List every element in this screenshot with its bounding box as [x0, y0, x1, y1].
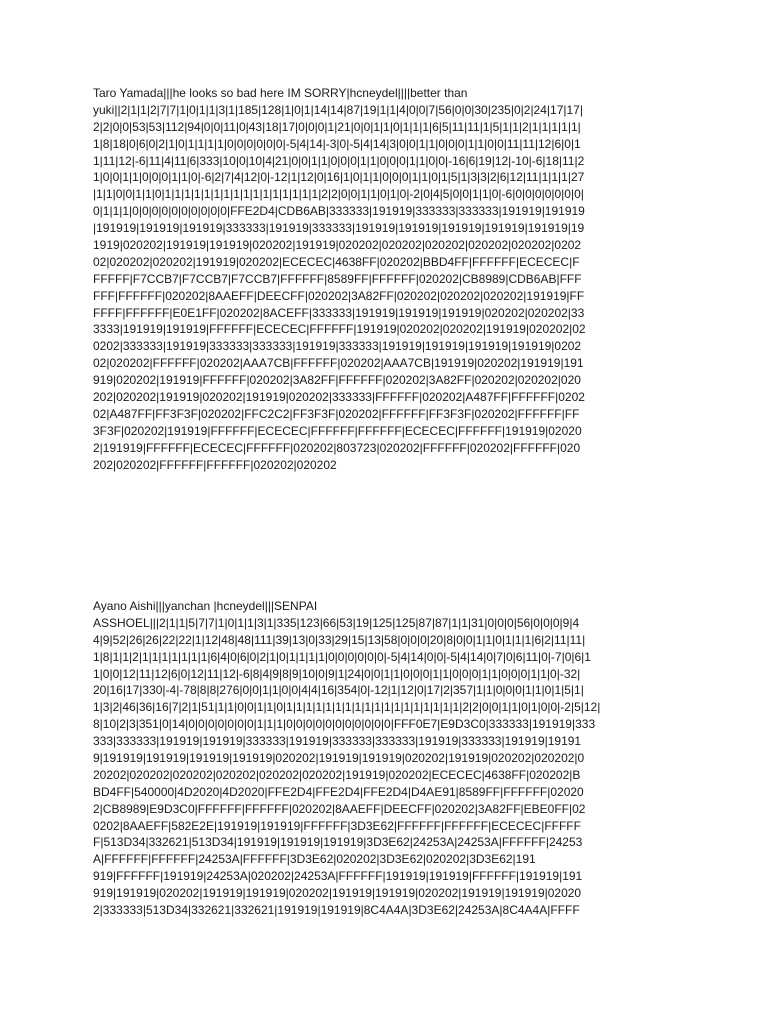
entry-2-line-17: 919|FFFFFF|191919|24253A|020202|24253A|FFFFFF|191919|191919|FFFFFF|191919|191: [93, 869, 583, 884]
entry-1-line-16: 0202|333333|191919|333333|333333|191919|333333|191919|191919|191919|191919|0202: [93, 339, 582, 354]
entry-1-line-23: 202|020202|FFFFFF|FFFFFF|020202|020202: [93, 457, 337, 472]
entry-2-line-13: 2|CB8989|E9D3C0|FFFFFF|FFFFFF|020202|8AAEFF|DEECFF|020202|3A82FF|EBE0FF|02: [93, 801, 586, 816]
entry-2-line-1: Ayano Aishi|||yanchan |hcneydel|||SENPAI: [93, 599, 318, 613]
entry-1-line-2: yuki||2|1|1|2|7|7|1|0|1|1|3|1|185|128|1|0|1|14|14|87|19|1|1|4|0|0|7|56|0|0|30|235|0|2|24|17|17|: [93, 102, 583, 117]
entry-2-line-6: 20|16|17|330|-4|-78|8|8|276|0|0|1|1|0|0|4|4|16|354|0|-12|1|12|0|17|2|357|1|1|0|0|0|1|1|0|1|5|1|: [93, 683, 584, 698]
entry-1-line-7: |1|1|0|0|1|1|0|1|1|1|1|1|1|1|1|1|1|1|1|1|1|1|1|2|2|0|0|1|1|0|1|0|-2|0|4|5|0|0|1|1|0|-6|0|0|0|0|0|0|0|: [93, 187, 584, 202]
entry-2-line-19: 2|333333|513D34|332621|332621|191919|191919|8C4A4A|3D3E62|24253A|8C4A4A|FFFF: [93, 903, 580, 918]
entry-1-line-11: 02|020202|020202|191919|020202|ECECEC|4638FF|020202|BBD4FF|FFFFFF|ECECEC|F: [93, 254, 580, 269]
entry-block-1: [93, 85, 693, 473]
entry-1-line-20: 02|A487FF|FF3F3F|020202|FFC2C2|FF3F3F|020202|FFFFFF|FF3F3F|020202|FFFFFF|FF: [93, 406, 580, 421]
entry-1-line-21: 3F3F|020202|191919|FFFFFF|ECECEC|FFFFFF|FFFFFF|ECECEC|FFFFFF|191919|02020: [93, 423, 582, 438]
entry-1-line-22: 2|191919|FFFFFF|ECECEC|FFFFFF|020202|803723|020202|FFFFFF|020202|FFFFFF|020: [93, 440, 581, 455]
entry-1-line-17: 02|020202|FFFFFF|020202|AAA7CB|FFFFFF|020202|AAA7CB|191919|020202|191919|191: [93, 356, 584, 371]
entry-1-line-15: 3333|191919|191919|FFFFFF|ECECEC|FFFFFF|191919|020202|020202|191919|020202|02: [93, 322, 586, 337]
entry-1-line-8: 0|1|1|1|0|0|0|0|0|0|0|0|0|0|FFE2D4|CDB6AB|333333|191919|333333|333333|191919|191919: [93, 204, 585, 219]
entry-1-line-19: 202|020202|191919|020202|191919|020202|333333|FFFFFF|020202|A487FF|FFFFFF|0202: [93, 390, 585, 405]
entry-2-line-15: F|513D34|332621|513D34|191919|191919|191919|3D3E62|24253A|24253A|FFFFFF|24253: [93, 835, 583, 850]
entry-1-line-12: FFFFF|F7CCB7|F7CCB7|F7CCB7|FFFFFF|8589FF|FFFFFF|020202|CB8989|CDB6AB|FFF: [93, 271, 582, 286]
entry-1-line-13: FFF|FFFFFF|020202|8AAEFF|DEECFF|020202|3A82FF|020202|020202|020202|191919|FF: [93, 288, 585, 303]
entry-2-line-8: 8|10|2|3|351|0|14|0|0|0|0|0|0|0|1|1|1|0|0|0|0|0|0|0|0|0|0|0|FFF0E7|E9D3C0|333333|191919|333: [93, 717, 596, 732]
entry-2-line-18: 919|191919|020202|191919|191919|020202|191919|191919|020202|191919|191919|02020: [93, 886, 582, 901]
entry-2-line-4: 1|8|1|1|2|1|1|1|1|1|1|1|6|4|0|6|0|2|1|0|1|1|1|1|0|0|0|0|0|0|-5|4|14|0|0|-5|4|14|0|7|0|6|11|0|-7|0|6|1: [93, 649, 591, 664]
entry-2-line-12: BD4FF|540000|4D2020|4D2020|FFE2D4|FFE2D4|FFE2D4|D4AE91|8589FF|FFFFFF|02020: [93, 784, 584, 799]
entry-2-line-11: 20202|020202|020202|020202|020202|020202|191919|020202|ECECEC|4638FF|020202|B: [93, 767, 581, 782]
entry-1-line-18: 919|020202|191919|FFFFFF|020202|3A82FF|FFFFFF|020202|3A82FF|020202|020202|020: [93, 373, 581, 388]
entry-1-line-9: |191919|191919|191919|333333|191919|333333|191919|191919|191919|191919|191919|19: [93, 221, 585, 236]
entry-2-line-9: 333|333333|191919|191919|333333|191919|333333|333333|191919|333333|191919|19191: [93, 734, 582, 749]
entry-2-line-10: 9|191919|191919|191919|191919|020202|191919|191919|020202|191919|020202|020202|0: [93, 751, 585, 766]
entry-2-line-20: [93, 919, 693, 936]
entry-1-line-3: 2|2|0|0|53|53|112|94|0|0|11|0|43|18|17|0|0|0|1|21|0|0|1|1|0|1|1|1|6|5|11|11|1|5|1|1|2|1|1|1|1|1|: [93, 119, 581, 134]
entry-1-line-6: 1|0|0|1|1|0|0|0|1|1|0|-6|2|7|4|12|0|-12|1|12|0|16|1|0|1|1|0|0|0|1|1|0|1|5|1|3|3|2|6|12|11|1|1|1|27: [93, 170, 585, 185]
entry-2-line-14: 0202|8AAEFF|582E2E|191919|191919|FFFFFF|3D3E62|FFFFFF|FFFFFF|ECECEC|FFFFF: [93, 818, 581, 833]
entry-1-line-4: 1|8|18|0|6|0|2|1|0|1|1|1|1|0|0|0|0|0|0|-5|4|14|-3|0|-5|4|14|3|0|0|1|1|0|0|0|1|1|0|0|11|11|12|6|0|1: [93, 136, 581, 151]
entry-1-line-14: FFFF|FFFFFF|E0E1FF|020202|8ACEFF|333333|191919|191919|191919|020202|020202|33: [93, 305, 585, 320]
entry-2-line-3: 4|9|52|26|26|22|22|1|12|48|48|111|39|13|0|33|29|15|13|58|0|0|0|20|8|0|0|1|1|0|1|1|1|6|2|11|11|: [93, 632, 586, 647]
entry-2-line-5: 1|0|0|12|11|12|6|0|12|11|12|-6|8|4|9|8|9|10|0|9|1|24|0|0|1|1|0|0|0|1|1|0|0|0|1|1|0|0|0|1|1|0|-32|: [93, 666, 581, 681]
entry-1-line-5: 1|11|12|-6|11|4|11|6|333|10|0|10|4|21|0|0|1|1|0|0|0|1|1|0|0|0|1|1|0|0|-16|6|19|12|-10|-6|18|11|2: [93, 153, 585, 168]
entry-1-line-1: Taro Yamada|||he looks so bad here IM SORRY|hcneydel||||better than: [93, 86, 468, 100]
entry-2-line-16: A|FFFFFF|FFFFFF|24253A|FFFFFF|3D3E62|020202|3D3E62|020202|3D3E62|191: [93, 852, 536, 867]
entry-block-2: [93, 598, 693, 936]
entry-2-line-7: 1|3|2|46|36|16|7|2|1|51|1|1|0|0|1|1|0|1|1|1|1|1|1|1|1|1|1|1|1|1|1|1|1|1|1|2|2|0|0|1|1|0|1|0|0|-2|5|12|: [93, 700, 601, 715]
entry-2-line-2: ASSHOEL|||2|1|1|5|7|7|1|0|1|1|3|1|335|123|66|53|19|125|125|87|87|1|1|31|0|0|0|56|0|0|0|9|4: [93, 615, 580, 630]
entry-1-line-10: 1919|020202|191919|191919|020202|191919|020202|020202|020202|020202|020202|0202: [93, 238, 582, 253]
